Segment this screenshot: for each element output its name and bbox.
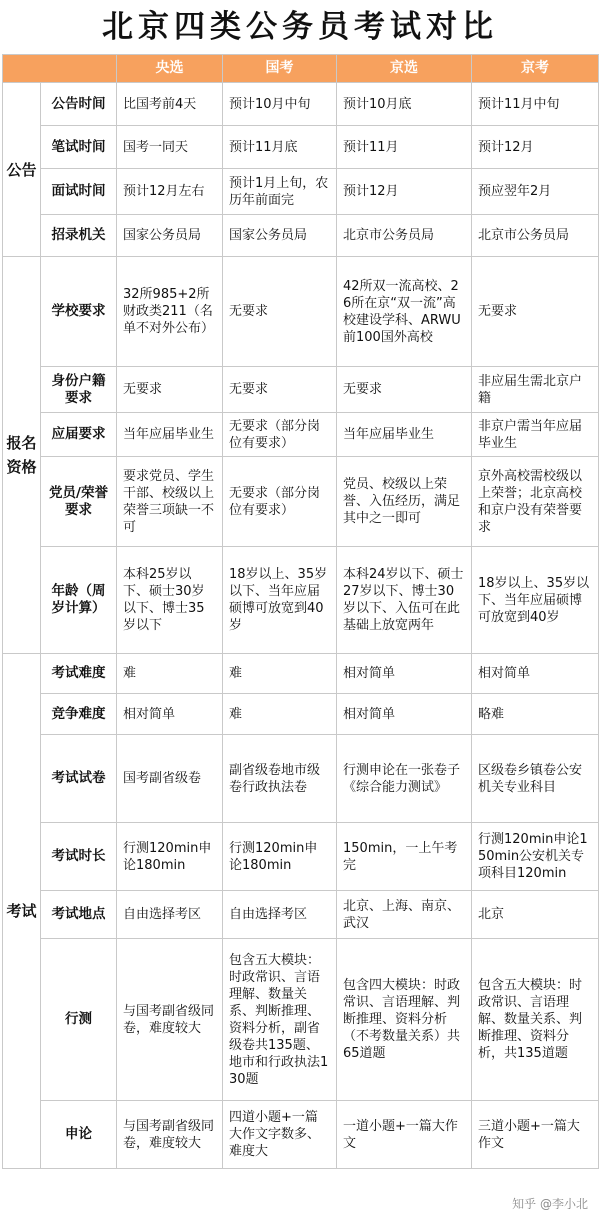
section-label-signup: 报名资格	[3, 257, 41, 654]
table-cell: 预计10月中旬	[223, 83, 337, 126]
table-cell: 行测120min申论180min	[117, 823, 223, 891]
table-cell: 包含四大模块：时政常识、言语理解、判断推理、资料分析（不考数量关系）共65道题	[337, 939, 472, 1101]
table-cell: 预计11月	[337, 126, 472, 169]
table-cell: 当年应届毕业生	[117, 413, 223, 457]
table-cell: 预应翌年2月	[472, 169, 599, 215]
row-label: 招录机关	[41, 215, 117, 257]
row-label: 考试地点	[41, 891, 117, 939]
row-label: 应届要求	[41, 413, 117, 457]
table-cell: 无要求	[223, 367, 337, 413]
table-row	[3, 413, 599, 457]
row-label: 身份户籍要求	[41, 367, 117, 413]
table-cell: 略难	[472, 694, 599, 735]
table-cell: 无要求	[117, 367, 223, 413]
table-cell: 预计12月左右	[117, 169, 223, 215]
table-cell: 北京	[472, 891, 599, 939]
table-row	[3, 1101, 599, 1169]
table-row	[3, 694, 599, 735]
table-cell: 预计1月上旬，农历年前面完	[223, 169, 337, 215]
table-row	[3, 891, 599, 939]
table-row	[3, 367, 599, 413]
row-label: 党员/荣誉要求	[41, 457, 117, 547]
row-label: 考试难度	[41, 654, 117, 694]
table-row	[3, 735, 599, 823]
table-row	[3, 169, 599, 215]
table-cell: 北京市公务员局	[337, 215, 472, 257]
table-row	[3, 83, 599, 126]
row-label: 公告时间	[41, 83, 117, 126]
table-row	[3, 823, 599, 891]
section-label-exam: 考试	[3, 654, 41, 1169]
table-cell: 相对简单	[472, 654, 599, 694]
table-cell: 非京户需当年应届毕业生	[472, 413, 599, 457]
row-label: 年龄（周岁计算）	[41, 547, 117, 654]
col-header-jingkao: 京考	[472, 55, 599, 83]
table-cell: 四道小题+一篇大作文字数多、难度大	[223, 1101, 337, 1169]
table-cell: 150min，一上午考完	[337, 823, 472, 891]
table-cell: 预计12月	[337, 169, 472, 215]
table-cell: 国考副省级卷	[117, 735, 223, 823]
table-cell: 42所双一流高校、26所在京“双一流”高校建设学科、ARWU前100国外高校	[337, 257, 472, 367]
table-cell: 自由选择考区	[223, 891, 337, 939]
table-cell: 北京市公务员局	[472, 215, 599, 257]
section-label-announce: 公告	[3, 83, 41, 257]
table-cell: 相对简单	[337, 654, 472, 694]
table-row	[3, 939, 599, 1101]
table-cell: 包含五大模块：时政常识、言语理解、数量关系、判断推理、资料分析，共135道题	[472, 939, 599, 1101]
table-cell: 副省级卷地市级卷行政执法卷	[223, 735, 337, 823]
table-cell: 难	[223, 694, 337, 735]
table-cell: 预计10月底	[337, 83, 472, 126]
table-cell: 比国考前4天	[117, 83, 223, 126]
table-cell: 无要求	[472, 257, 599, 367]
page-title: 北京四类公务员考试对比	[102, 9, 498, 45]
table-cell: 党员、校级以上荣誉、入伍经历，满足其中之一即可	[337, 457, 472, 547]
col-header-jingxuan: 京选	[337, 55, 472, 83]
col-header-guokao: 国考	[223, 55, 337, 83]
row-label: 笔试时间	[41, 126, 117, 169]
table-cell: 无要求	[223, 257, 337, 367]
table-cell: 相对简单	[117, 694, 223, 735]
table-cell: 非应届生需北京户籍	[472, 367, 599, 413]
table-cell: 与国考副省级同卷，难度较大	[117, 939, 223, 1101]
row-label: 学校要求	[41, 257, 117, 367]
table-cell: 难	[223, 654, 337, 694]
table-cell: 无要求（部分岗位有要求）	[223, 413, 337, 457]
row-label: 考试试卷	[41, 735, 117, 823]
table-cell: 北京、上海、南京、武汉	[337, 891, 472, 939]
table-cell: 与国考副省级同卷，难度较大	[117, 1101, 223, 1169]
table-cell: 区级卷乡镇卷公安机关专业科目	[472, 735, 599, 823]
table-row	[3, 457, 599, 547]
header-corner	[3, 55, 117, 83]
table-cell: 本科24岁以下、硕士27岁以下、博士30岁以下、入伍可在此基础上放宽两年	[337, 547, 472, 654]
table-cell: 预计12月	[472, 126, 599, 169]
watermark: 知乎 @李小北	[512, 1197, 588, 1211]
table-cell: 无要求	[337, 367, 472, 413]
row-label: 考试时长	[41, 823, 117, 891]
row-label: 申论	[41, 1101, 117, 1169]
table-cell: 自由选择考区	[117, 891, 223, 939]
table-cell: 难	[117, 654, 223, 694]
comparison-table	[2, 54, 599, 1169]
table-cell: 行测申论在一张卷子《综合能力测试》	[337, 735, 472, 823]
table-cell: 预计11月中旬	[472, 83, 599, 126]
table-cell: 32所985+2所财政类211（名单不对外公布）	[117, 257, 223, 367]
table-cell: 一道小题+一篇大作文	[337, 1101, 472, 1169]
table-cell: 行测120min申论150min公安机关专项科目120min	[472, 823, 599, 891]
table-cell: 要求党员、学生干部、校级以上荣誉三项缺一不可	[117, 457, 223, 547]
table-cell: 京外高校需校级以上荣誉；北京高校和京户没有荣誉要求	[472, 457, 599, 547]
table-row	[3, 126, 599, 169]
table-cell: 18岁以上、35岁以下、当年应届硕博可放宽到40岁	[223, 547, 337, 654]
row-label: 竞争难度	[41, 694, 117, 735]
table-cell: 当年应届毕业生	[337, 413, 472, 457]
table-cell: 行测120min申论180min	[223, 823, 337, 891]
table-row	[3, 215, 599, 257]
table-cell: 包含五大模块：时政常识、言语理解、数量关系、判断推理、资料分析，副省级卷共135题、地市和行政执法130题	[223, 939, 337, 1101]
table-cell: 国考一同天	[117, 126, 223, 169]
col-header-yangxuan: 央选	[117, 55, 223, 83]
table-row	[3, 257, 599, 367]
table-row	[3, 547, 599, 654]
header-row	[3, 55, 599, 83]
table-cell: 国家公务员局	[223, 215, 337, 257]
table-cell: 本科25岁以下、硕士30岁以下、博士35岁以下	[117, 547, 223, 654]
table-cell: 18岁以上、35岁以下、当年应届硕博可放宽到40岁	[472, 547, 599, 654]
table-cell: 三道小题+一篇大作文	[472, 1101, 599, 1169]
table-cell: 预计11月底	[223, 126, 337, 169]
row-label: 面试时间	[41, 169, 117, 215]
table-cell: 国家公务员局	[117, 215, 223, 257]
row-label: 行测	[41, 939, 117, 1101]
table-row	[3, 654, 599, 694]
table-cell: 相对简单	[337, 694, 472, 735]
table-cell: 无要求（部分岗位有要求）	[223, 457, 337, 547]
